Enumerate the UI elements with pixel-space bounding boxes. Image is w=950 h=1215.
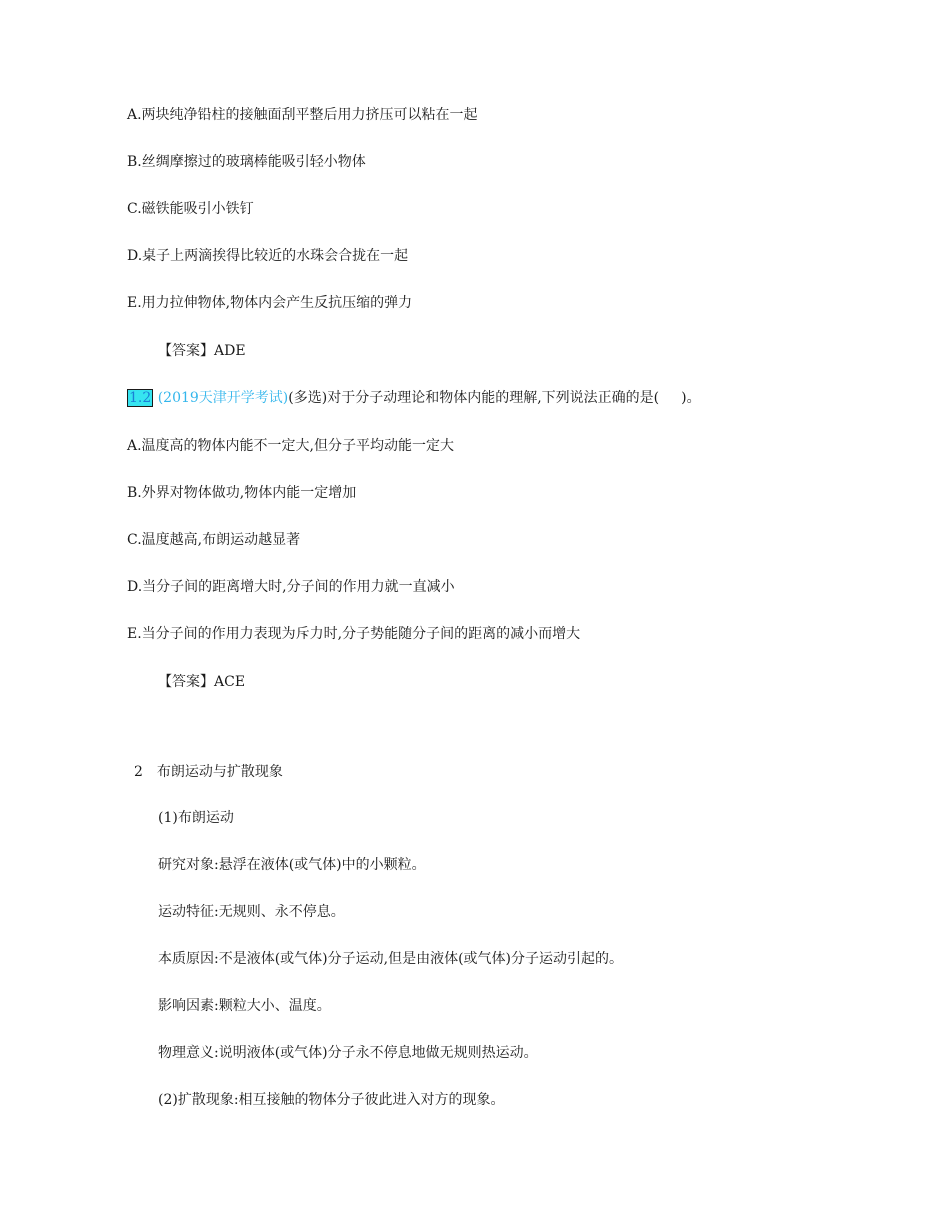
question-text-end: )。 xyxy=(681,390,701,406)
option-c: C.温度越高,布朗运动越显著 xyxy=(127,532,301,548)
paragraph: 影响因素:颗粒大小、温度。 xyxy=(158,998,331,1014)
subsection-title: (1)布朗运动 xyxy=(158,810,234,826)
paragraph: 本质原因:不是液体(或气体)分子运动,但是由液体(或气体)分子运动引起的。 xyxy=(158,951,624,967)
option-b: B.丝绸摩擦过的玻璃棒能吸引轻小物体 xyxy=(127,154,366,170)
section-heading: 2 布朗运动与扩散现象 xyxy=(134,764,283,780)
question-text: (多选)对于分子动理论和物体内能的理解,下列说法正确的是( xyxy=(288,390,660,406)
paragraph: 物理意义:说明液体(或气体)分子永不停息地做无规则热运动。 xyxy=(158,1045,538,1061)
option-d: D.桌子上两滴挨得比较近的水珠会合拢在一起 xyxy=(127,248,409,264)
paragraph: 研究对象:悬浮在液体(或气体)中的小颗粒。 xyxy=(158,857,426,873)
question-number[interactable]: 1.2 xyxy=(129,390,152,406)
option-a: A.温度高的物体内能不一定大,但分子平均动能一定大 xyxy=(127,438,455,454)
question-source[interactable]: (2019天津开学考试) xyxy=(157,390,289,406)
option-d: D.当分子间的距离增大时,分子间的作用力就一直减小 xyxy=(127,579,455,595)
answer-label: 【答案】ADE xyxy=(158,343,246,359)
option-e: E.当分子间的作用力表现为斥力时,分子势能随分子间的距离的减小而增大 xyxy=(127,626,581,642)
option-b: B.外界对物体做功,物体内能一定增加 xyxy=(127,485,357,501)
question-stem xyxy=(127,388,701,408)
option-c: C.磁铁能吸引小铁钉 xyxy=(127,201,254,217)
paragraph: (2)扩散现象:相互接触的物体分子彼此进入对方的现象。 xyxy=(158,1092,505,1108)
paragraph: 运动特征:无规则、永不停息。 xyxy=(158,904,345,920)
option-a: A.两块纯净铅柱的接触面刮平整后用力挤压可以粘在一起 xyxy=(127,107,478,123)
option-e: E.用力拉伸物体,物体内会产生反抗压缩的弹力 xyxy=(127,295,413,311)
answer-label: 【答案】ACE xyxy=(158,674,246,690)
